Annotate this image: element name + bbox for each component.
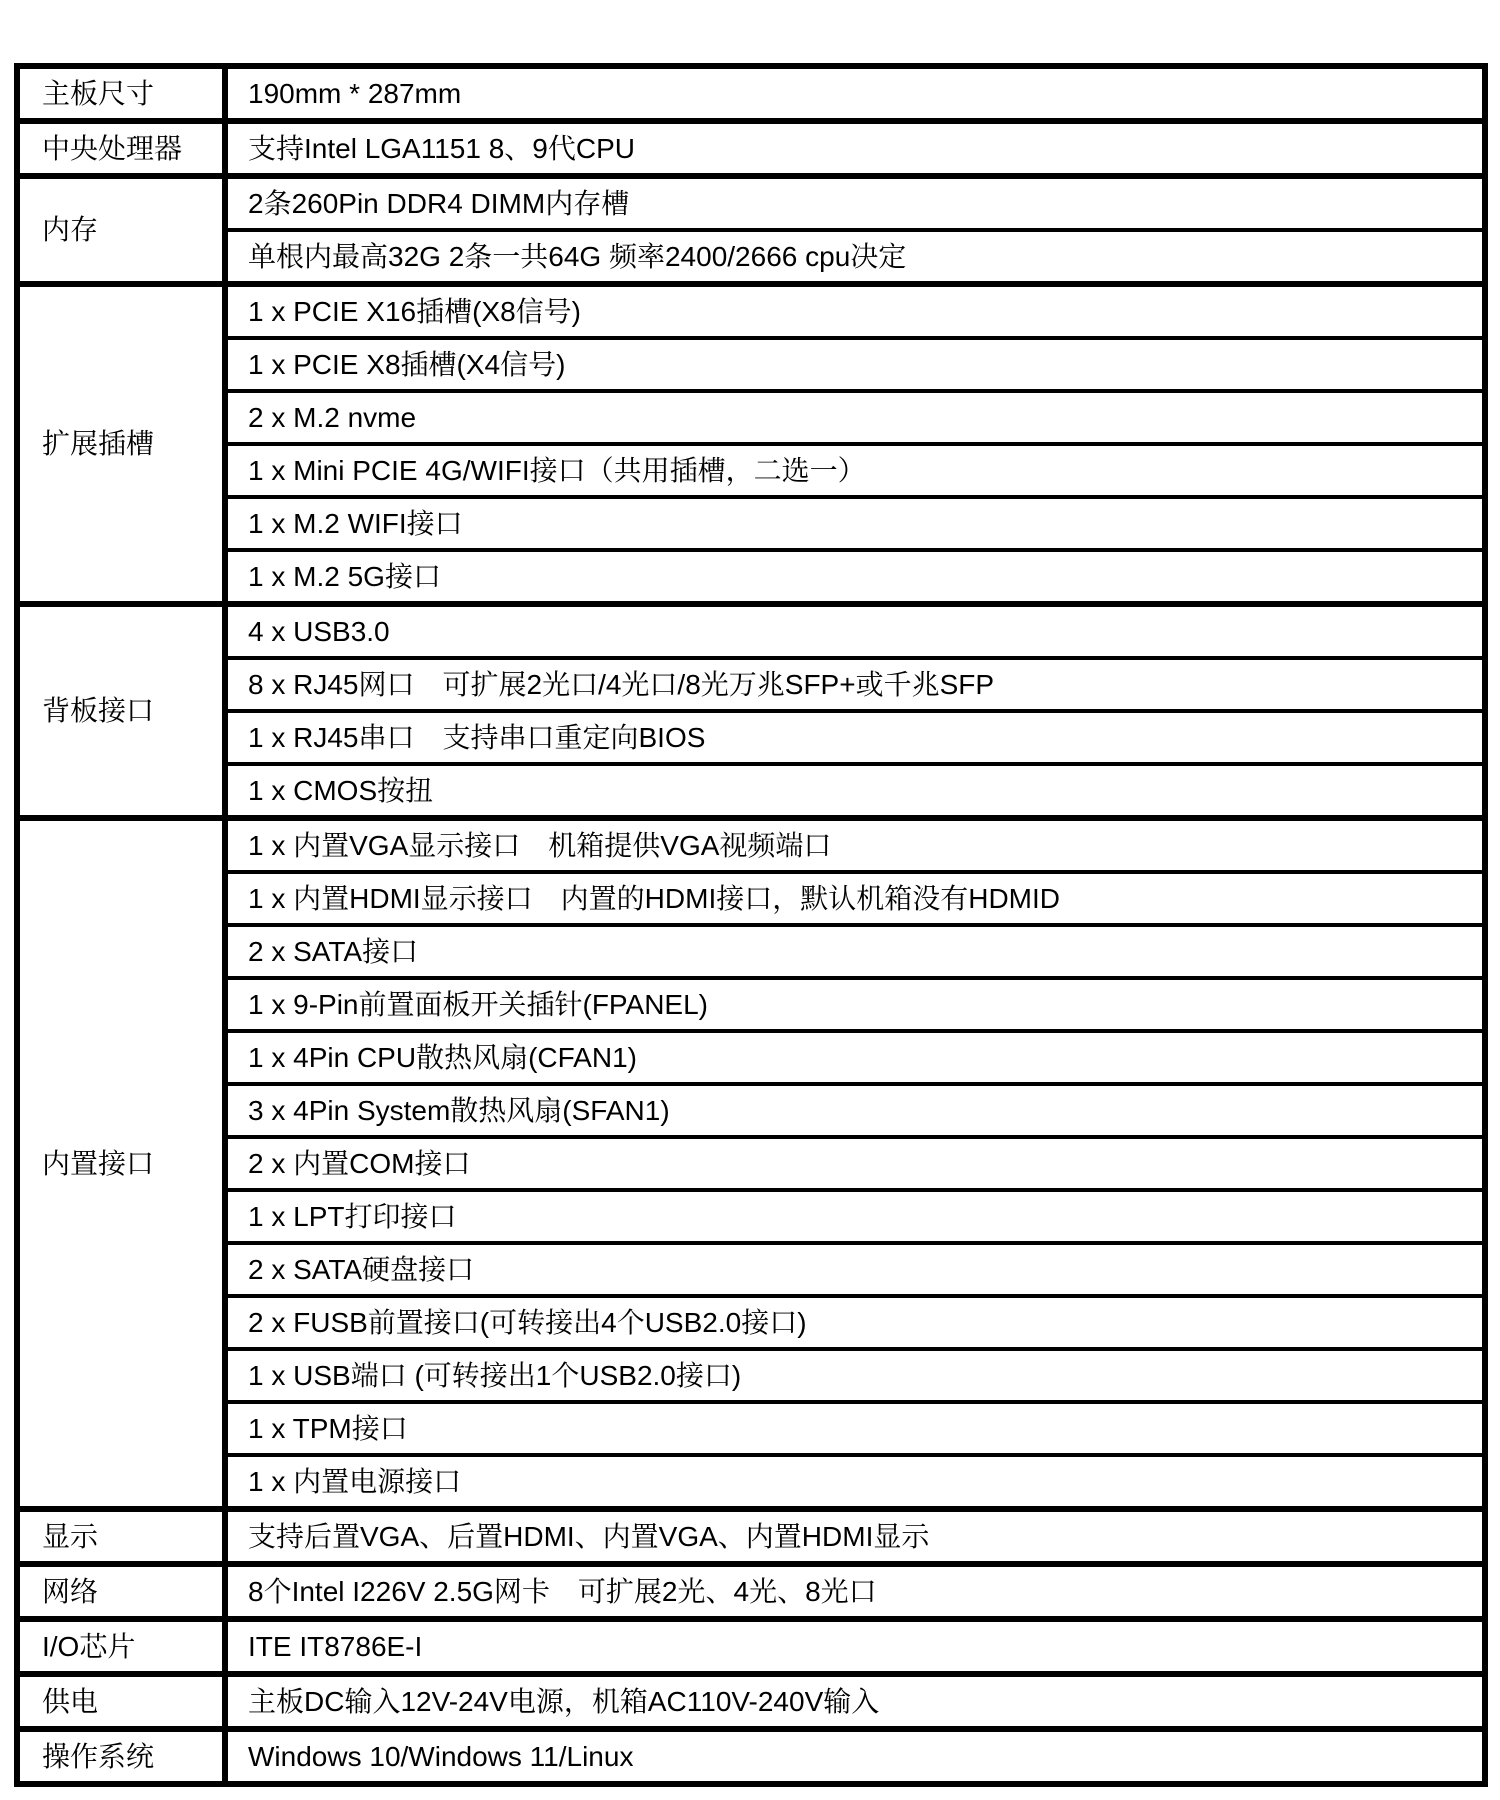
table-row xyxy=(17,1564,1485,1619)
table-row xyxy=(17,1296,1485,1349)
table-row xyxy=(17,925,1485,978)
table-row xyxy=(17,978,1485,1031)
table-row xyxy=(17,1674,1485,1729)
table-row xyxy=(17,711,1485,764)
table-row xyxy=(17,176,1485,230)
table-row xyxy=(17,764,1485,818)
spec-value-cell: 2 x SATA接口 xyxy=(225,925,1485,978)
table-row xyxy=(17,444,1485,497)
table-row xyxy=(17,1509,1485,1564)
spec-value-cell: 主板DC输入12V-24V电源，机箱AC110V-240V输入 xyxy=(225,1674,1485,1729)
table-row xyxy=(17,1031,1485,1084)
table-row xyxy=(17,1243,1485,1296)
spec-value-cell: 1 x LPT打印接口 xyxy=(225,1190,1485,1243)
table-row xyxy=(17,1137,1485,1190)
table-row xyxy=(17,818,1485,872)
spec-value-cell: 1 x M.2 5G接口 xyxy=(225,550,1485,604)
spec-value-cell: 1 x 4Pin CPU散热风扇(CFAN1) xyxy=(225,1031,1485,1084)
table-row xyxy=(17,121,1485,176)
spec-value-cell: 1 x M.2 WIFI接口 xyxy=(225,497,1485,550)
spec-value-cell: 支持后置VGA、后置HDMI、内置VGA、内置HDMI显示 xyxy=(225,1509,1485,1564)
spec-value-cell: 1 x PCIE X8插槽(X4信号) xyxy=(225,338,1485,391)
table-row xyxy=(17,230,1485,284)
spec-table-body xyxy=(17,66,1485,1784)
spec-value-cell: 8个Intel I226V 2.5G网卡 可扩展2光、4光、8光口 xyxy=(225,1564,1485,1619)
spec-value-cell: 1 x USB端口 (可转接出1个USB2.0接口) xyxy=(225,1349,1485,1402)
spec-value-cell: 1 x 9-Pin前置面板开关插针(FPANEL) xyxy=(225,978,1485,1031)
spec-value-cell: 3 x 4Pin System散热风扇(SFAN1) xyxy=(225,1084,1485,1137)
spec-label-cell: 供电 xyxy=(17,1674,225,1729)
spec-label-cell: 内置接口 xyxy=(17,818,225,1509)
spec-label-cell: 内存 xyxy=(17,176,225,284)
spec-value-cell: 2 x M.2 nvme xyxy=(225,391,1485,444)
spec-label-cell: 背板接口 xyxy=(17,604,225,818)
table-row xyxy=(17,1190,1485,1243)
table-row xyxy=(17,66,1485,121)
spec-value-cell: 1 x PCIE X16插槽(X8信号) xyxy=(225,284,1485,338)
table-row xyxy=(17,1084,1485,1137)
spec-label-cell: 操作系统 xyxy=(17,1729,225,1784)
spec-value-cell: 2 x FUSB前置接口(可转接出4个USB2.0接口) xyxy=(225,1296,1485,1349)
spec-value-cell: 1 x 内置电源接口 xyxy=(225,1455,1485,1509)
table-row xyxy=(17,872,1485,925)
spec-value-cell: 190mm * 287mm xyxy=(225,66,1485,121)
spec-value-cell: 1 x 内置VGA显示接口 机箱提供VGA视频端口 xyxy=(225,818,1485,872)
spec-value-cell: 2 x SATA硬盘接口 xyxy=(225,1243,1485,1296)
spec-value-cell: 1 x TPM接口 xyxy=(225,1402,1485,1455)
table-row xyxy=(17,1349,1485,1402)
spec-label-cell: I/O芯片 xyxy=(17,1619,225,1674)
spec-value-cell: ITE IT8786E-I xyxy=(225,1619,1485,1674)
table-row xyxy=(17,1619,1485,1674)
spec-value-cell: 1 x CMOS按扭 xyxy=(225,764,1485,818)
table-row xyxy=(17,497,1485,550)
table-row xyxy=(17,604,1485,658)
spec-value-cell: Windows 10/Windows 11/Linux xyxy=(225,1729,1485,1784)
spec-value-cell: 1 x RJ45串口 支持串口重定向BIOS xyxy=(225,711,1485,764)
spec-label-cell: 网络 xyxy=(17,1564,225,1619)
table-row xyxy=(17,391,1485,444)
table-row xyxy=(17,1402,1485,1455)
table-row xyxy=(17,658,1485,711)
table-row xyxy=(17,284,1485,338)
spec-value-cell: 支持Intel LGA1151 8、9代CPU xyxy=(225,121,1485,176)
spec-value-cell: 8 x RJ45网口 可扩展2光口/4光口/8光万兆SFP+或千兆SFP xyxy=(225,658,1485,711)
spec-label-cell: 中央处理器 xyxy=(17,121,225,176)
spec-table xyxy=(14,63,1488,1787)
spec-value-cell: 1 x Mini PCIE 4G/WIFI接口（共用插槽，二选一） xyxy=(225,444,1485,497)
spec-label-cell: 显示 xyxy=(17,1509,225,1564)
spec-value-cell: 4 x USB3.0 xyxy=(225,604,1485,658)
spec-value-cell: 2 x 内置COM接口 xyxy=(225,1137,1485,1190)
spec-value-cell: 2条260Pin DDR4 DIMM内存槽 xyxy=(225,176,1485,230)
table-row xyxy=(17,1455,1485,1509)
table-row xyxy=(17,550,1485,604)
spec-label-cell: 主板尺寸 xyxy=(17,66,225,121)
spec-label-cell: 扩展插槽 xyxy=(17,284,225,604)
spec-value-cell: 单根内最高32G 2条一共64G 频率2400/2666 cpu决定 xyxy=(225,230,1485,284)
spec-value-cell: 1 x 内置HDMI显示接口 内置的HDMI接口，默认机箱没有HDMID xyxy=(225,872,1485,925)
table-row xyxy=(17,338,1485,391)
table-row xyxy=(17,1729,1485,1784)
